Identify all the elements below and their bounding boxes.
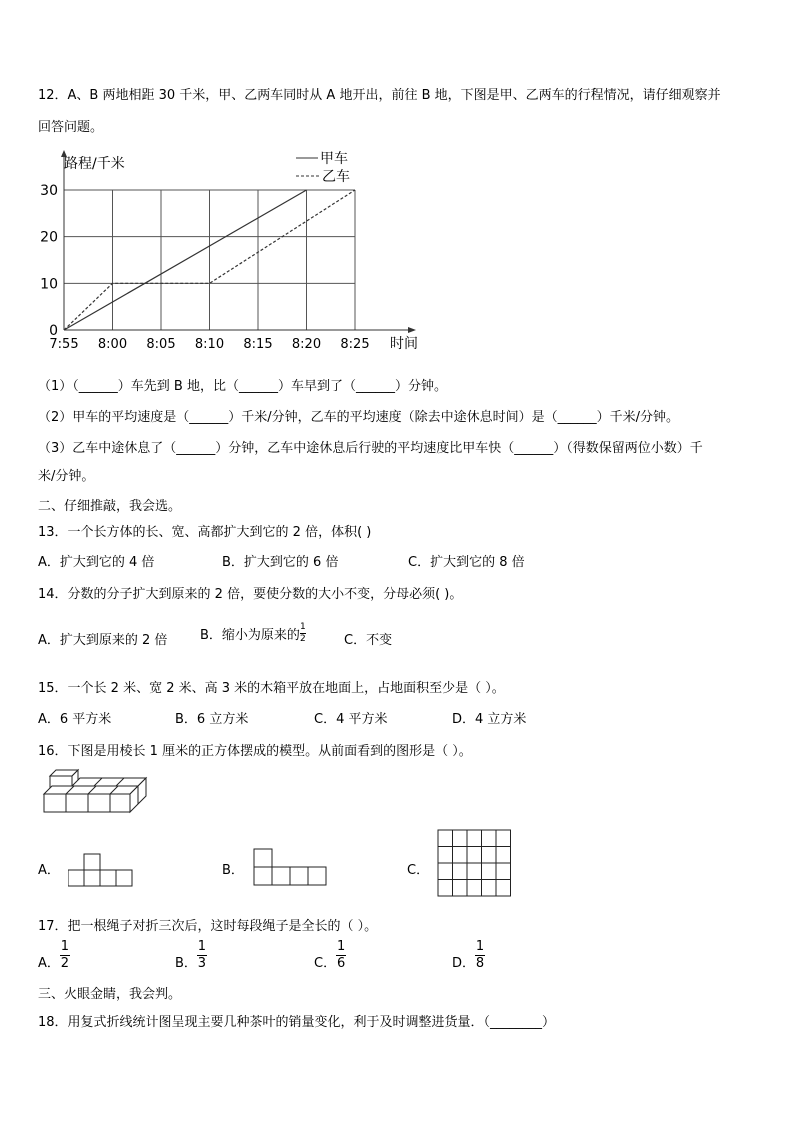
q15-option-b[interactable]: B．6 立方米 bbox=[175, 712, 249, 727]
grid-square bbox=[453, 880, 468, 897]
q14-stem: 14．分数的分子扩大到原来的 2 倍，要使分数的大小不变，分母必须( )。 bbox=[38, 587, 463, 602]
q12-sub3-line2: 米/分钟。 bbox=[38, 469, 95, 484]
fraction-denominator: 2 bbox=[60, 956, 70, 971]
x-axis-arrow bbox=[408, 327, 416, 333]
q15-option-a[interactable]: A．6 平方米 bbox=[38, 712, 112, 727]
grid-square bbox=[453, 830, 468, 847]
x-axis-label: 时间 bbox=[390, 336, 418, 352]
option-fraction bbox=[336, 940, 346, 970]
option-fraction bbox=[60, 940, 70, 970]
q16-option-a-label[interactable]: A． bbox=[38, 863, 60, 878]
q12-sub3-line1: （3）乙车中途休息了（______）分钟，乙车中途休息后行驶的平均速度比甲车快（______）（得数保留两位小数）千 bbox=[38, 441, 703, 456]
grid-square bbox=[482, 847, 497, 864]
q15-stem: 15．一个长 2 米、宽 2 米、高 3 米的木箱平放在地面上，占地面积至少是（ ）。 bbox=[38, 681, 505, 696]
fraction-numerator: 1 bbox=[300, 622, 306, 632]
y-tick-label: 30 bbox=[40, 183, 58, 199]
grid-square bbox=[482, 880, 497, 897]
q16-cube-model bbox=[40, 766, 152, 818]
q13-option-b[interactable]: B．扩大到它的 6 倍 bbox=[222, 555, 339, 570]
q14-option-b[interactable] bbox=[200, 623, 306, 645]
grid-square bbox=[482, 830, 497, 847]
y-axis-label: 路程/千米 bbox=[64, 156, 125, 172]
q14-option-b-fraction bbox=[300, 623, 306, 645]
option-label: B． bbox=[175, 956, 197, 971]
y-tick-label: 0 bbox=[49, 323, 58, 339]
q14-option-c[interactable]: C．不变 bbox=[344, 633, 393, 648]
x-tick-label: 7:55 bbox=[49, 337, 79, 352]
q17-option-d[interactable] bbox=[452, 940, 485, 971]
legend-label-jia: 甲车 bbox=[320, 151, 348, 167]
q16-option-b-label[interactable]: B． bbox=[222, 863, 244, 878]
q17-stem: 17．把一根绳子对折三次后，这时每段绳子是全长的（ ）。 bbox=[38, 919, 378, 934]
q16-stem: 16．下图是用棱长 1 厘米的正方体摆成的模型。从前面看到的图形是（ ）。 bbox=[38, 744, 472, 759]
option-fraction bbox=[475, 940, 485, 970]
grid-square bbox=[467, 863, 482, 880]
q12-text-line1: 12．A、B 两地相距 30 千米，甲、乙两车同时从 A 地开出，前往 B 地，下图是甲、乙两车的行程情况，请仔细观察并 bbox=[38, 88, 721, 103]
chart-grid bbox=[64, 190, 355, 330]
option-label: A． bbox=[38, 956, 60, 971]
q14-option-b-text: B．缩小为原来的 bbox=[200, 628, 300, 644]
fraction-denominator: 3 bbox=[197, 956, 207, 971]
q17-option-c[interactable] bbox=[314, 940, 346, 971]
grid-square bbox=[496, 830, 511, 847]
q17-option-a[interactable] bbox=[38, 940, 70, 971]
chart-legend bbox=[296, 151, 350, 185]
grid-square bbox=[453, 863, 468, 880]
grid-square bbox=[453, 847, 468, 864]
grid-square bbox=[496, 863, 511, 880]
q15-option-c[interactable]: C．4 平方米 bbox=[314, 712, 388, 727]
chart-axes bbox=[61, 150, 416, 333]
q16-option-b-figure[interactable] bbox=[253, 847, 329, 887]
q18-text: 18．用复式折线统计图呈现主要几种茶叶的销量变化，利于及时调整进货量．（________） bbox=[38, 1015, 556, 1030]
grid-square bbox=[467, 830, 482, 847]
grid-square bbox=[496, 880, 511, 897]
grid-square bbox=[438, 880, 453, 897]
q12-text-line2: 回答问题。 bbox=[38, 120, 104, 135]
q16-option-a-figure[interactable] bbox=[68, 852, 140, 888]
q16-option-c-figure[interactable] bbox=[437, 829, 513, 899]
option-label: C． bbox=[314, 956, 337, 971]
option-label: D． bbox=[452, 956, 476, 971]
x-tick-label: 8:10 bbox=[194, 337, 225, 352]
chart-ticks bbox=[40, 183, 369, 352]
fraction-denominator: 2 bbox=[300, 634, 306, 645]
fraction-numerator: 1 bbox=[475, 939, 485, 955]
y-tick-label: 20 bbox=[40, 229, 58, 246]
x-tick-label: 8:05 bbox=[146, 337, 176, 352]
q15-option-d[interactable]: D．4 立方米 bbox=[452, 712, 527, 727]
fraction-denominator: 8 bbox=[475, 956, 485, 971]
q13-option-c[interactable]: C．扩大到它的 8 倍 bbox=[408, 555, 525, 570]
q14-option-a[interactable]: A．扩大到原来的 2 倍 bbox=[38, 633, 168, 648]
section2-heading: 二、仔细推敲，我会选。 bbox=[38, 499, 182, 514]
legend-label-yi: 乙车 bbox=[322, 169, 350, 185]
fraction-numerator: 1 bbox=[197, 939, 207, 955]
y-tick-label: 10 bbox=[40, 276, 58, 293]
q13-option-a[interactable]: A．扩大到它的 4 倍 bbox=[38, 555, 155, 570]
x-tick-label: 8:15 bbox=[243, 337, 273, 352]
section3-heading: 三、火眼金睛，我会判。 bbox=[38, 987, 182, 1002]
grid-square bbox=[496, 847, 511, 864]
fraction-denominator: 6 bbox=[336, 956, 346, 971]
grid-square bbox=[438, 830, 453, 847]
x-tick-label: 8:00 bbox=[97, 337, 128, 352]
q17-option-b[interactable] bbox=[175, 940, 207, 971]
q12-sub2: （2）甲车的平均速度是（______）千米/分钟，乙车的平均速度（除去中途休息时间）是（______）千米/分钟。 bbox=[38, 410, 680, 425]
grid-square bbox=[482, 863, 497, 880]
q13-stem: 13．一个长方体的长、宽、高都扩大到它的 2 倍，体积( ) bbox=[38, 525, 372, 540]
grid-square bbox=[438, 863, 453, 880]
series-line-jia bbox=[64, 190, 307, 330]
x-tick-label: 8:25 bbox=[340, 337, 370, 352]
option-fraction bbox=[197, 940, 207, 970]
grid-square bbox=[467, 880, 482, 897]
fraction-numerator: 1 bbox=[60, 939, 70, 955]
grid-square bbox=[467, 847, 482, 864]
grid-square bbox=[438, 847, 453, 864]
x-tick-label: 8:20 bbox=[291, 337, 322, 352]
q16-option-c-label[interactable]: C． bbox=[407, 863, 430, 878]
travel-line-chart bbox=[28, 148, 428, 358]
fraction-numerator: 1 bbox=[336, 939, 346, 955]
q12-sub1: （1）（______）车先到 B 地，比（______）车早到了（______）分钟。 bbox=[38, 379, 447, 394]
